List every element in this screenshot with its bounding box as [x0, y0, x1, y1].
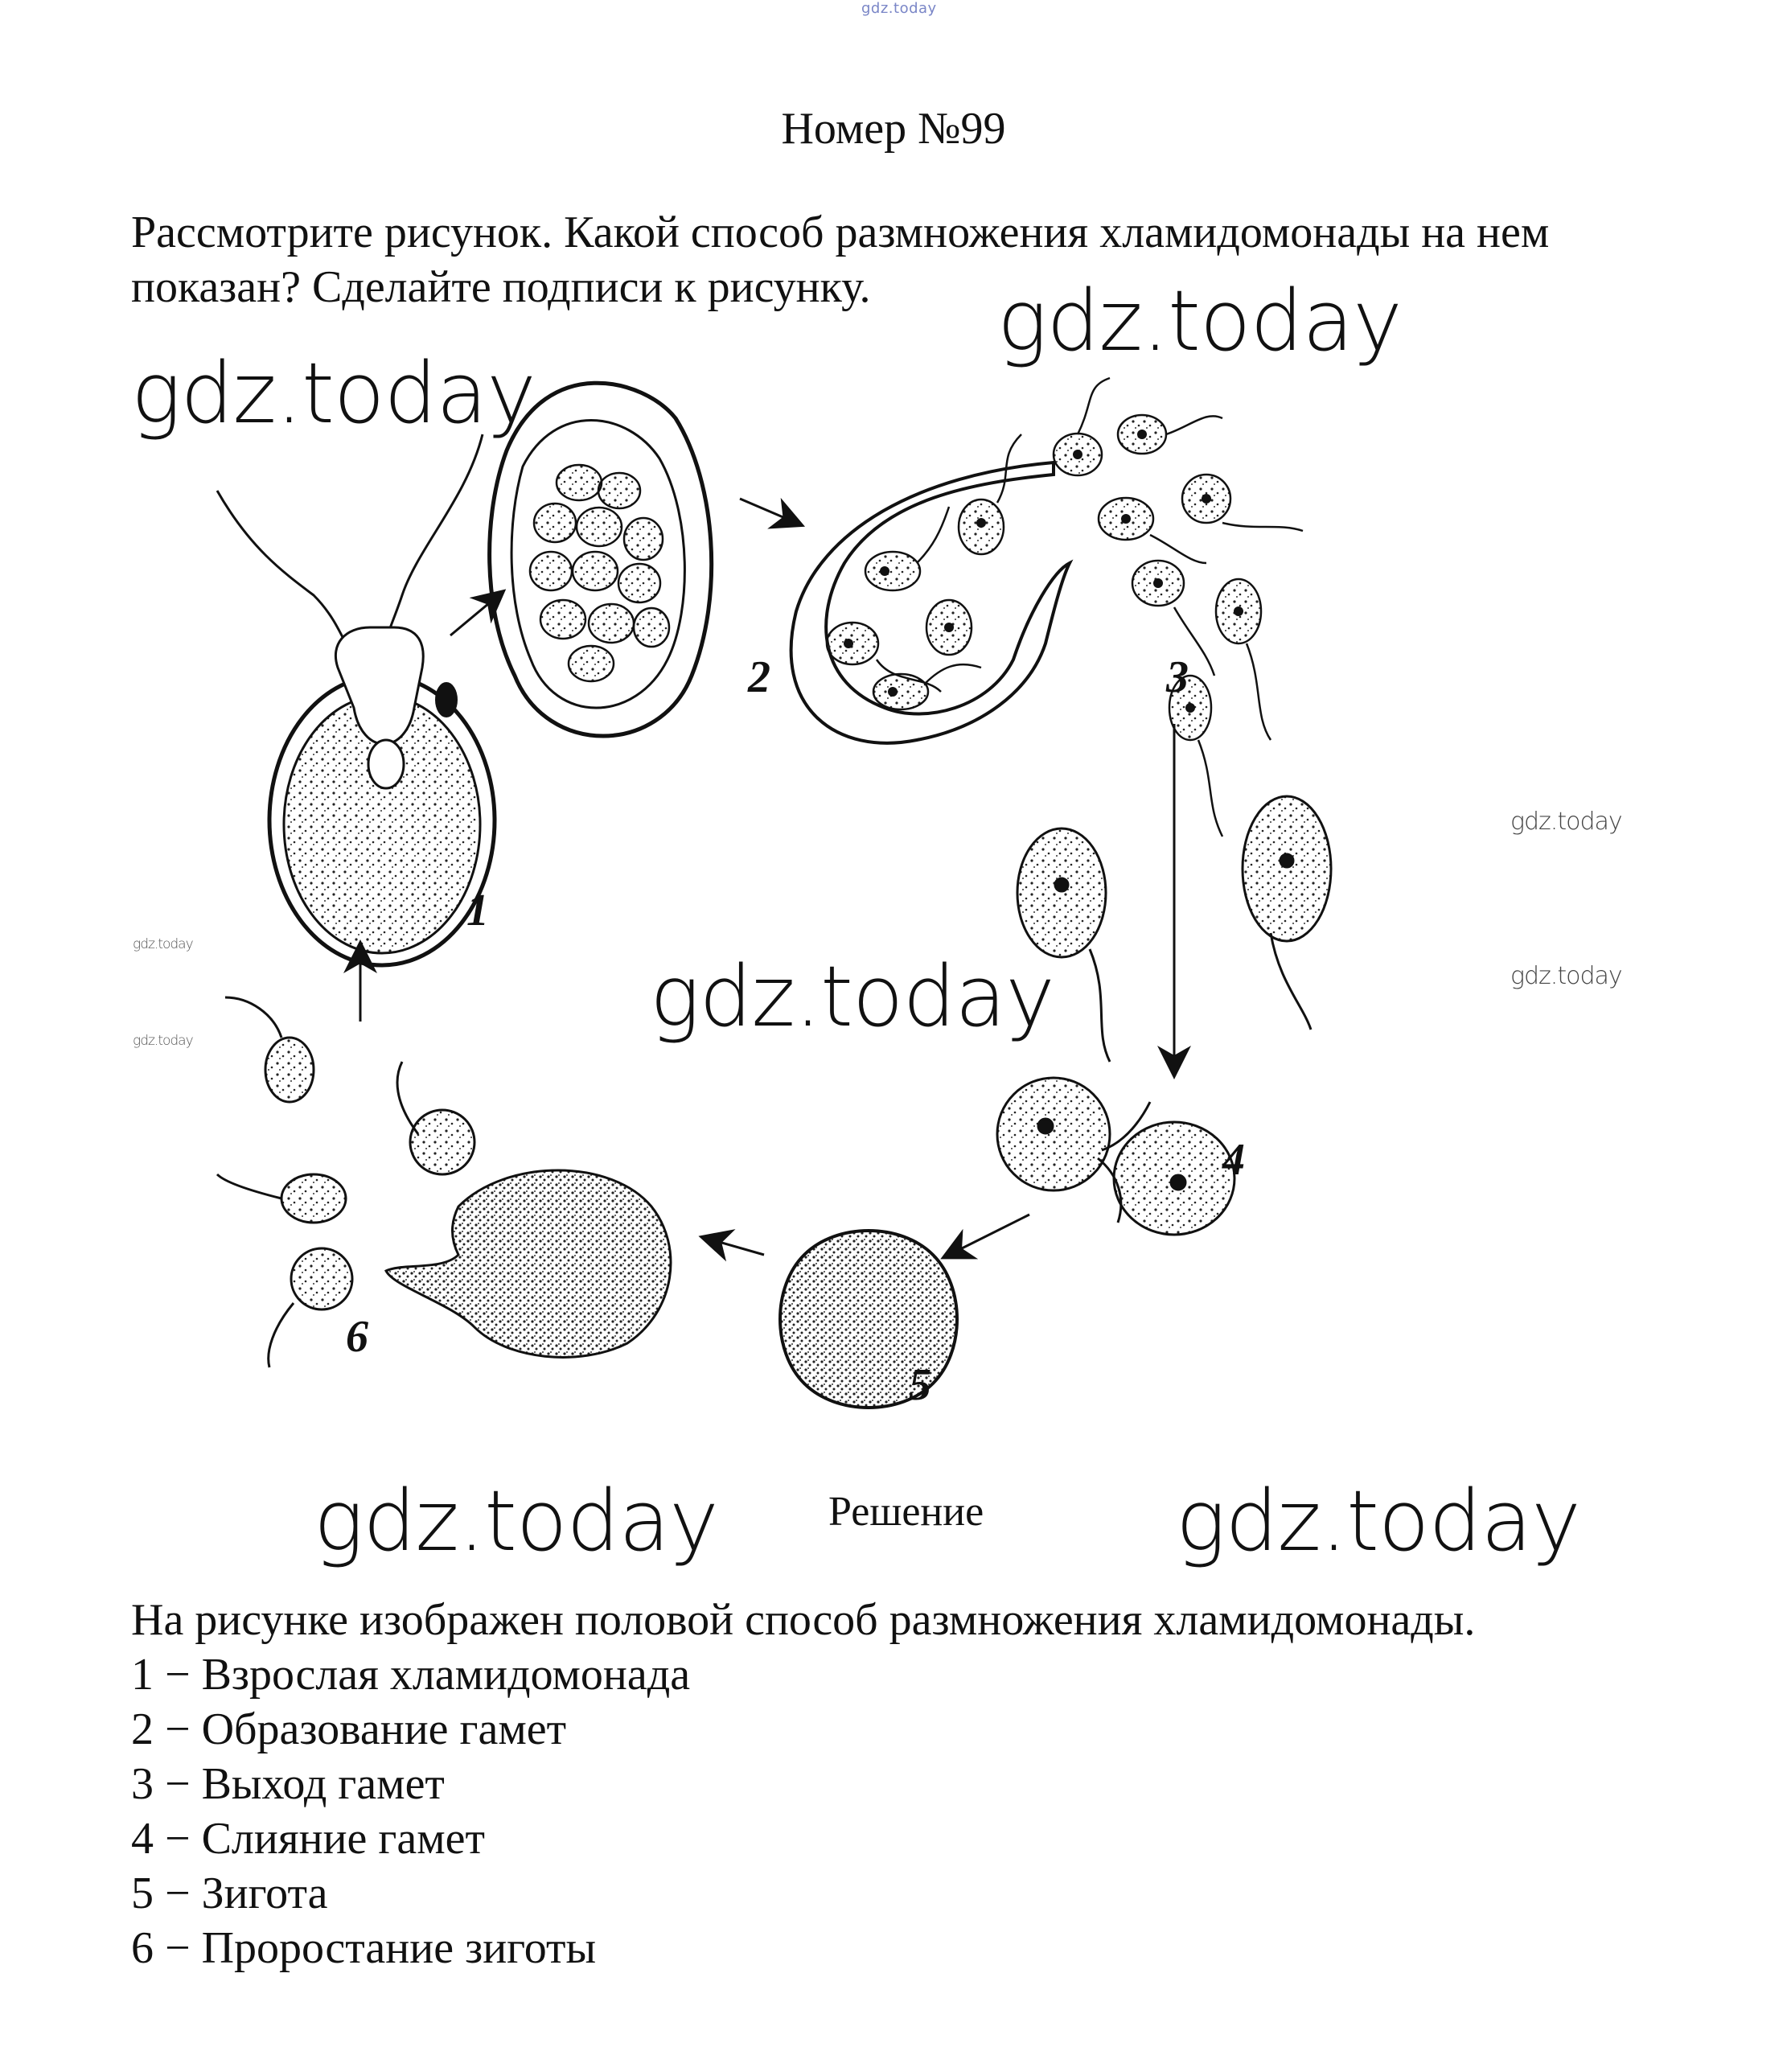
solution-item-1: 1 − Взрослая хламидомонада	[131, 1650, 691, 1700]
watermark-tiny-1: gdz.today	[133, 936, 193, 952]
label-1: 1	[466, 886, 489, 935]
solution-item-3: 3 − Выход гамет	[131, 1759, 445, 1809]
watermark-side-1: gdz.today	[1510, 808, 1622, 836]
stage-4-gamete-fusion	[997, 1078, 1234, 1235]
stage-1-adult-cell	[217, 434, 495, 965]
solution-answer	[131, 1593, 1475, 1975]
watermark-big-1: gdz.today	[997, 272, 1402, 370]
life-cycle-figure	[129, 306, 1496, 1448]
question-line-1: Рассмотрите рисунок. Какой способ размножения хламидомонады на нем	[131, 208, 1550, 257]
watermark-big-5: gdz.today	[1176, 1472, 1580, 1570]
label-5: 5	[909, 1360, 931, 1410]
watermark-big-3: gdz.today	[650, 948, 1054, 1046]
solution-item-2: 2 − Образование гамет	[131, 1704, 567, 1754]
solution-intro: На рисунке изображен половой способ размножения хламидомонады.	[131, 1595, 1476, 1645]
arrow-1-to-2	[450, 595, 499, 635]
page-title: Номер №99	[781, 104, 1006, 154]
watermark-top: gdz.today	[861, 0, 937, 17]
solution-title: Решение	[828, 1489, 984, 1535]
solution-item-4: 4 − Слияние гамет	[131, 1814, 485, 1864]
label-2: 2	[748, 652, 770, 702]
arrow-4-to-5	[949, 1215, 1029, 1255]
label-3: 3	[1166, 652, 1189, 702]
arrow-5-to-6	[708, 1239, 764, 1255]
solution-item-5: 5 − Зигота	[131, 1868, 328, 1918]
stage-6-germination	[217, 997, 671, 1367]
watermark-big-4: gdz.today	[314, 1472, 718, 1570]
question-line-2: показан? Сделайте подписи к рисунку.	[131, 262, 871, 312]
watermark-tiny-2: gdz.today	[133, 1033, 193, 1049]
question-text	[131, 205, 1707, 314]
watermark-side-2: gdz.today	[1510, 962, 1622, 990]
stage-3-gametes-release	[791, 378, 1303, 837]
arrow-2-to-3	[740, 499, 796, 523]
watermark-big-2: gdz.today	[131, 344, 536, 442]
solution-item-6: 6 − Проростание зиготы	[131, 1923, 597, 1973]
label-4: 4	[1222, 1135, 1245, 1185]
label-6: 6	[346, 1312, 368, 1362]
